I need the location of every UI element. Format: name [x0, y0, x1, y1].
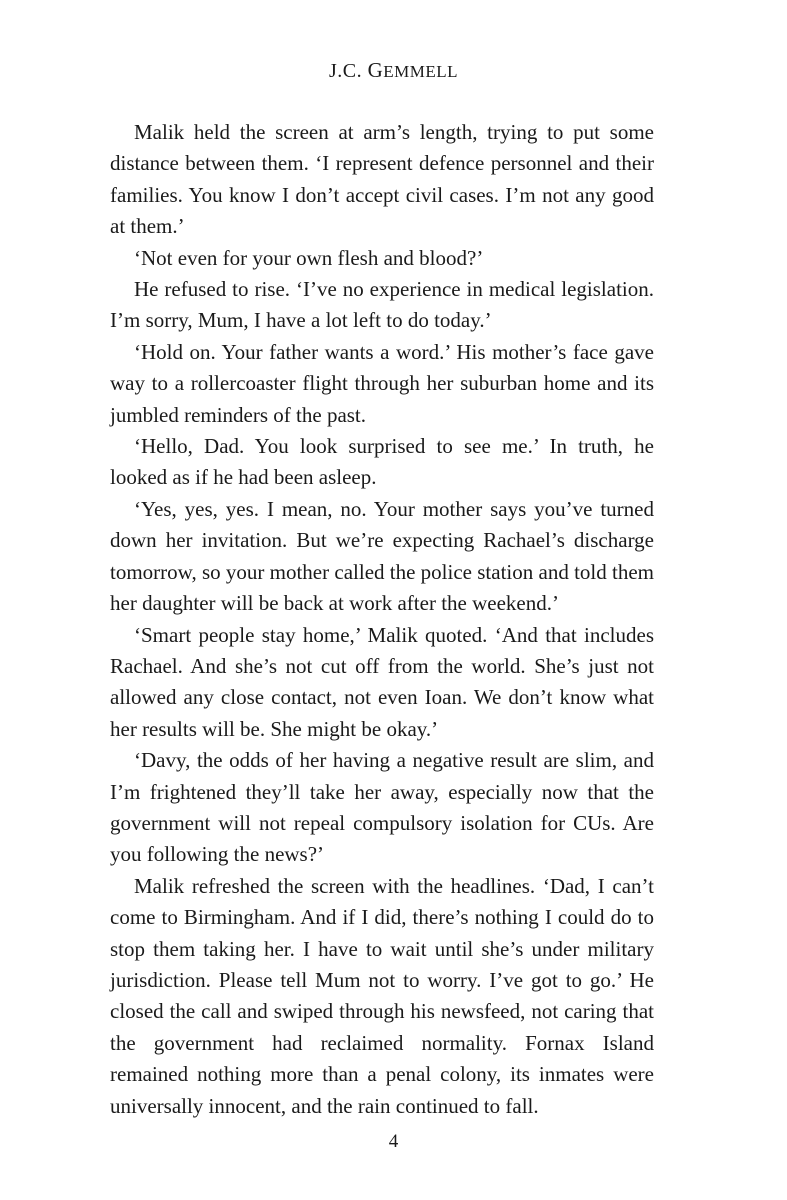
paragraph: ‘Not even for your own flesh and blood?’: [134, 245, 484, 270]
paragraph: ‘Hold on. Your father wants a word.’ His mother’s face gave way to a rollercoaster flight through her suburban home and its jumbled reminders of the past.: [110, 339, 654, 427]
paragraph: Malik held the screen at arm’s length, trying to put some distance between them. ‘I represent defence personnel and their families. You know I don’t accept civil cases. I’m not any good at them.’: [110, 120, 654, 239]
author-initials: J.C.: [328, 60, 368, 82]
author-surname-initial: G: [367, 58, 384, 82]
paragraph: ‘Hello, Dad. You look surprised to see me.’ In truth, he looked as if he had been asleep.: [110, 434, 654, 490]
paragraph: He refused to rise. ‘I’ve no experience in medical legislation. I’m sorry, Mum, I have a lot left to do today.’: [110, 277, 654, 333]
paragraph: ‘Davy, the odds of her having a negative result are slim, and I’m frightened they’ll take her away, especially now that the government will not repeal compulsory isolation for CUs. Are you following the news?’: [110, 748, 654, 867]
page-number: 4: [388, 1131, 399, 1152]
running-head-author: [0, 58, 787, 83]
paragraph: ‘Yes, yes, yes. I mean, no. Your mother says you’ve turned down her invitation. But we’re expecting Rachael’s discharge tomorrow, so your mother called the police station and told them her daughter will be back at work after the weekend.’: [110, 496, 654, 616]
paragraph: Malik refreshed the screen with the headlines. ‘Dad, I can’t come to Birmingham. And if I did, there’s nothing I could do to stop them taking her. I have to wait until she’s under military jurisdiction. Please tell Mum not to worry. I’ve got to go.’ He closed the call and swiped through his newsfeed, not caring that the government had reclaimed normality. Fornax Island remained nothing more than a penal colony, its inmates were universally innocent, and the rain continued to fall.: [110, 873, 654, 1118]
body-text: [110, 117, 654, 1122]
paragraph: ‘Smart people stay home,’ Malik quoted. ‘And that includes Rachael. And she’s not cut off from the world. She’s just not allowed any close contact, not even Ioan. We don’t know what her results will be. She might be okay.’: [110, 622, 654, 741]
author-surname-rest: EMMELL: [383, 62, 459, 81]
